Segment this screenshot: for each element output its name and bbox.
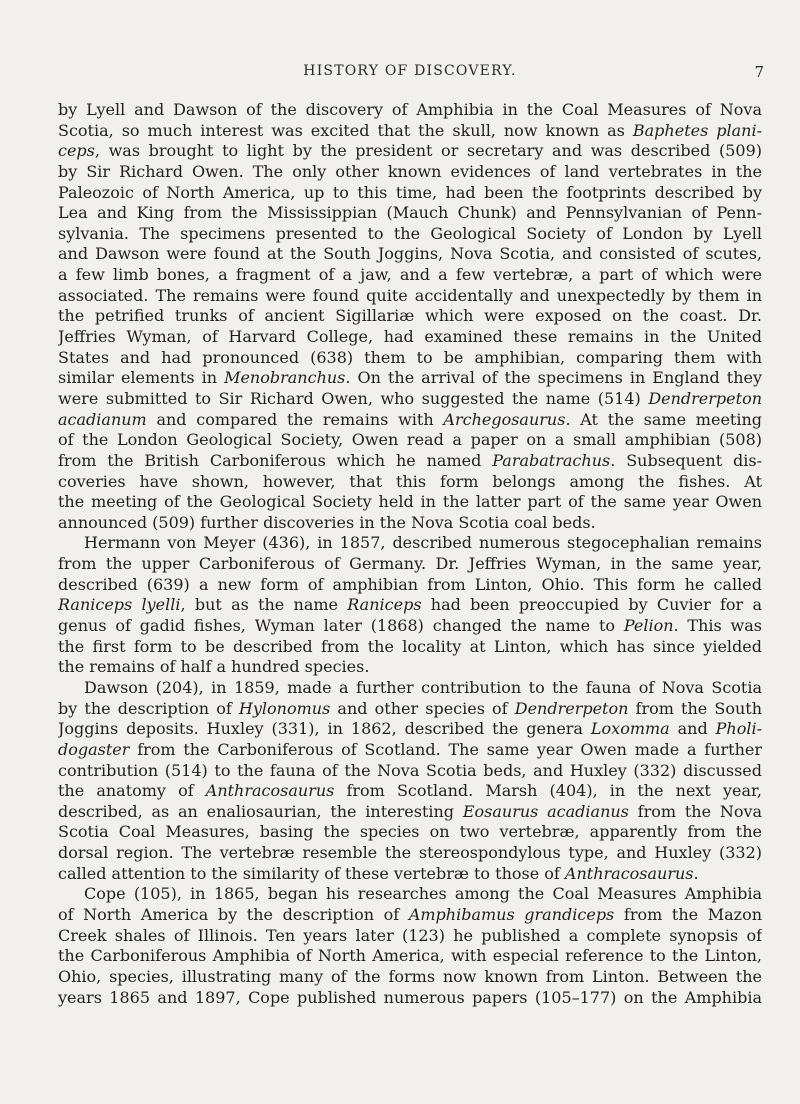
text-segment: and <box>669 719 716 739</box>
text-segment: and Dawson were found at the South Joggins, Nova Scotia, and consisted of scutes, <box>58 244 762 264</box>
text-line <box>58 761 762 782</box>
text-line <box>58 368 762 389</box>
text-segment: Scotia, so much interest was excited that the skull, now known as <box>58 120 633 140</box>
text-line <box>58 265 762 286</box>
text-line <box>58 286 762 307</box>
text-segment: from the Nova <box>628 801 762 821</box>
text-segment: described, as an enaliosaurian, the interesting <box>58 801 463 821</box>
text-segment: from Scotland. Marsh (404), in the next year, <box>334 781 762 801</box>
text-segment: the anatomy of <box>58 781 206 801</box>
running-title: HISTORY OF DISCOVERY. <box>303 63 517 79</box>
text-segment: the first form to be described from the locality at Linton, which has since yielded <box>58 636 762 656</box>
text-segment: of the London Geological Society, Owen read a paper on a small amphibian (508) <box>58 430 762 450</box>
text-line <box>58 905 762 926</box>
text-segment: , but as the name <box>180 595 348 615</box>
text-line <box>58 430 762 451</box>
text-segment: Hermann von Meyer (436), in 1857, described numerous stegocephalian remains <box>84 533 762 553</box>
text-segment: described (639) a new form of amphibian from Linton, Ohio. This form he called <box>58 574 762 594</box>
text-line <box>58 637 762 658</box>
text-segment: Cope (105), in 1865, began his researches among the Coal Measures Amphibia <box>84 884 762 904</box>
italic-taxon-name: Raniceps lyelli <box>58 595 181 615</box>
text-line <box>58 327 762 348</box>
text-segment: by Lyell and Dawson of the discovery of Amphibia in the Coal Measures of Nova <box>58 100 762 119</box>
text-segment: a few limb bones, a fragment of a jaw, and a few vertebræ, a part of which were <box>58 265 762 285</box>
text-line <box>58 802 762 823</box>
text-line <box>58 244 762 265</box>
text-segment: , was brought to light by the president or secretary and was described (509) <box>94 141 762 161</box>
italic-taxon-name: Loxomma <box>590 719 670 739</box>
text-segment: were submitted to Sir Richard Owen, who suggested the name (514) <box>58 388 649 408</box>
text-segment: Paleozoic of North America, up to this time, had been the footprints described by <box>58 182 762 202</box>
text-line <box>58 100 762 121</box>
text-line <box>58 492 762 513</box>
italic-taxon-name: Baphetes plani- <box>632 120 762 140</box>
text-segment: Scotia Coal Measures, basing the species on two vertebræ, apparently from the <box>58 822 762 842</box>
text-line <box>58 967 762 988</box>
italic-taxon-name: Archegosaurus <box>443 409 566 429</box>
text-segment: of North America by the description of <box>58 904 409 924</box>
italic-taxon-name: Menobranchus <box>224 368 346 388</box>
text-line <box>58 348 762 369</box>
text-segment: by Sir Richard Owen. The only other known evidences of land vertebrates in the <box>58 161 762 181</box>
text-line <box>58 595 762 616</box>
text-line <box>58 699 762 720</box>
text-line <box>58 946 762 967</box>
page-number: 7 <box>754 63 764 81</box>
text-segment: the remains of half a hundred species. <box>58 657 370 677</box>
text-line <box>58 141 762 162</box>
italic-taxon-name: Pholi- <box>715 719 762 739</box>
text-line <box>58 162 762 183</box>
text-segment: had been preoccupied by Cuvier for a <box>421 595 762 615</box>
text-line <box>58 224 762 245</box>
text-segment: contribution (514) to the fauna of the Nova Scotia beds, and Huxley (332) discussed <box>58 760 762 780</box>
italic-taxon-name: acadianum <box>58 409 147 429</box>
text-segment: . Subsequent dis- <box>610 450 762 470</box>
text-line <box>58 678 762 699</box>
running-head <box>56 63 764 83</box>
italic-taxon-name: Eosaurus acadianus <box>462 801 629 821</box>
text-segment: . This was <box>673 616 762 636</box>
italic-taxon-name: Dendrerpeton <box>514 698 629 718</box>
text-segment: and other species of <box>330 698 515 718</box>
text-segment: . On the arrival of the specimens in England they <box>345 368 762 388</box>
text-line <box>58 740 762 761</box>
text-segment: called attention to the similarity of these vertebræ to those of <box>58 863 565 883</box>
text-line <box>58 884 762 905</box>
text-line <box>58 451 762 472</box>
text-segment: Joggins deposits. Huxley (331), in 1862, described the genera <box>58 719 591 739</box>
text-segment: similar elements in <box>58 368 225 388</box>
text-segment: by the description of <box>58 698 239 718</box>
text-segment: announced (509) further discoveries in the Nova Scotia coal beds. <box>58 512 596 532</box>
text-line <box>58 657 762 678</box>
text-segment: from the upper Carboniferous of Germany. Dr. Jeffries Wyman, in the same year, <box>58 554 762 574</box>
italic-taxon-name: Anthracosaurus <box>205 781 335 801</box>
text-line <box>58 121 762 142</box>
body-text <box>58 100 762 1008</box>
text-segment: from the British Carboniferous which he named <box>58 450 493 470</box>
text-line <box>58 616 762 637</box>
text-segment: sylvania. The specimens presented to the Geological Society of London by Lyell <box>58 223 762 243</box>
text-line <box>58 781 762 802</box>
text-segment: genus of gadid fishes, Wyman later (1868) changed the name to <box>58 616 624 636</box>
text-segment: associated. The remains were found quite accidentally and unexpectedly by them in <box>58 285 762 305</box>
text-line <box>58 926 762 947</box>
italic-taxon-name: Hylonomus <box>238 698 331 718</box>
text-segment: the petrified trunks of ancient Sigillariæ which were exposed on the coast. Dr. <box>58 306 762 326</box>
italic-taxon-name: Raniceps <box>347 595 422 615</box>
text-line <box>58 843 762 864</box>
text-segment: Creek shales of Illinois. Ten years later (123) he published a complete synopsis of <box>58 925 762 945</box>
text-segment: Jeffries Wyman, of Harvard College, had examined these remains in the United <box>58 327 762 347</box>
text-line <box>58 988 762 1009</box>
text-segment: from the Carboniferous of Scotland. The same year Owen made a further <box>129 739 762 759</box>
text-line <box>58 575 762 596</box>
text-segment: the Carboniferous Amphibia of North America, with especial reference to the Linton, <box>58 946 762 966</box>
text-line <box>58 410 762 431</box>
italic-taxon-name: ceps <box>58 141 95 161</box>
italic-taxon-name: dogaster <box>58 739 130 759</box>
italic-taxon-name: Pelion <box>623 616 674 636</box>
text-segment: from the South <box>628 698 762 718</box>
italic-taxon-name: Parabatrachus <box>492 450 611 470</box>
text-segment: Dawson (204), in 1859, made a further contribution to the fauna of Nova Scotia <box>84 677 762 697</box>
text-line <box>58 513 762 534</box>
text-segment: States and had pronounced (638) them to be amphibian, comparing them with <box>58 347 762 367</box>
italic-taxon-name: Dendrerpeton <box>648 388 762 408</box>
text-segment: the meeting of the Geological Society held in the latter part of the same year Owen <box>58 492 762 512</box>
text-segment: dorsal region. The vertebræ resemble the stereospondylous type, and Huxley (332) <box>58 843 762 863</box>
text-segment: Ohio, species, illustrating many of the forms now known from Linton. Between the <box>58 966 762 986</box>
text-segment: . At the same meeting <box>565 409 762 429</box>
text-line <box>58 306 762 327</box>
text-line <box>58 554 762 575</box>
text-segment: from the Mazon <box>614 904 762 924</box>
text-segment: . <box>693 863 699 883</box>
text-segment: coveries have shown, however, that this form belongs among the fishes. At <box>58 471 762 491</box>
text-line <box>58 472 762 493</box>
text-segment: Lea and King from the Mississippian (Mauch Chunk) and Pennsylvanian of Penn- <box>58 203 762 223</box>
text-line <box>58 183 762 204</box>
text-line <box>58 864 762 885</box>
text-line <box>58 719 762 740</box>
text-line <box>58 389 762 410</box>
italic-taxon-name: Anthracosaurus <box>564 863 694 883</box>
italic-taxon-name: Amphibamus grandiceps <box>408 904 615 924</box>
text-line <box>58 822 762 843</box>
text-line <box>58 203 762 224</box>
text-segment: years 1865 and 1897, Cope published numerous papers (105–177) on the Amphibia <box>58 987 762 1007</box>
text-line <box>58 533 762 554</box>
text-segment: and compared the remains with <box>146 409 444 429</box>
